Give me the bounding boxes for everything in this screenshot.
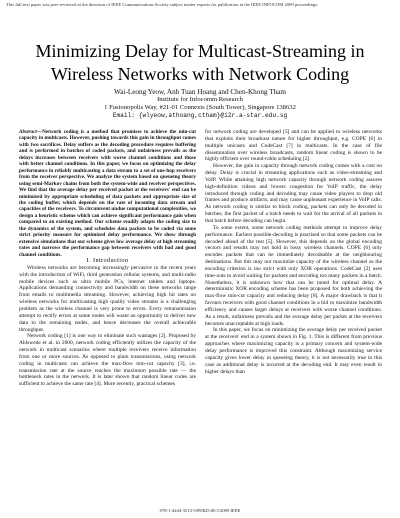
author-block	[20, 88, 380, 120]
section-heading-introduction: I. Introduction	[86, 257, 129, 265]
right-column	[205, 129, 382, 375]
author-email: Email: {wlyeow,athoang,ctham}@i2r.a-star.edu.sg	[112, 112, 288, 119]
copyright-footer: 978-1-4244-3513-5/09/$25.00 ©2009 IEEE	[159, 508, 241, 513]
peer-review-note: This full text paper was peer reviewed at the direction of IEEE Communications Society subject matter experts for publication in the IEEE INFOCOM 2009 proceedings.	[6, 2, 319, 7]
author-names: Wai-Leong Yeow, Anh Tuan Hoang and Chen-Khong Tham	[114, 88, 286, 96]
paper-title: Minimizing Delay for Multicast-Streaming in Wireless Networks with Network Coding	[35, 41, 365, 84]
author-address: 1 Fusionopolis Way, #21-01 Connexis (South Tower), Singapore 138632	[104, 104, 296, 111]
abstract-lead: Abstract	[19, 129, 37, 135]
right-paragraph-1: for network coding are developed [5] and can be applied to wireless networks that exploits their broadcast nature for higher throughput, e.g. COPE [6] in multiple unicasts and CodeCast [7] in multicasts. In the case of file dissemination over wireless broadcasts, random linear coding is shown to be highly efficient over round-robin scheduling [2].	[205, 129, 382, 163]
right-paragraph-4: In this paper, we focus on minimizing the average delay per received packet at the receivers' end in a system shown in Fig. 1. This is different from previous approaches where maximizing capacity is a primary concern and system-wide delay performance is improved this constraint. Although maximizing service capacity gives lower delay in queueing theory, it is not necessarily true in this case as additional delay is incurred at the decoding end. It may even result in higher delays than	[205, 327, 382, 375]
intro-paragraph-2: Network coding [1] is one way to eliminate such wastages [2]. Proposed by Ahlswede et al. in 2000, network coding efficiently utilizes the capacity of the network in multicast scenarios where multiple receivers receive information from one or more sources. As opposed to plain transmissions, using network coding in multicasts can achieve the max-flow min-cut capacity [3], i.e. transmission rate at the source reaches the maximum possible rate — the bottleneck rates in the network. It is later shown that random linear codes are sufficient to achieve the same rate [4]. More recently, practical schemes	[19, 333, 196, 388]
left-column	[19, 129, 196, 388]
right-paragraph-2: However, the gain in capacity through network coding comes with a cost on delay. Delay is crucial in streaming applications such as video-streaming and VoIP. While attaining high network capacity through network coding assures high-definition videos and lowers congestion for VoIP traffic, the delay introduced through coding and decoding may cause video players to drop old frames and produce artifacts, and may cause unpleasant experience in VoIP calls. As network coding is similar to block coding, packets can only be decoded in batches; the first packet of a batch needs to wait for the arrival of all packets in that batch before decoding can begin.	[205, 163, 382, 224]
intro-paragraph-1: Wireless networks are becoming increasingly pervasive in the recent years with the introduction of WiFi, third generation cellular systems, and multi-radio mobile devices such as ultra mobile PCs, internet tablets and laptops. Applications demanding connectivity and bandwidth on these networks range from emails to multimedia streaming. However, achieving high bit rates on wireless networks for multicasting high quality video streams is a challenging problem as the wireless channel is very prone to errors. Every retransmission attempt to rectify errors at some nodes will waste an opportunity to deliver new data to the remaining nodes, and hence decreases the overall achievable throughput.	[19, 264, 196, 333]
abstract	[19, 129, 196, 258]
right-paragraph-3: To some extent, some network coding methods attempt to improve delay performance. Earliest possible-decoding is practised so that some packets can be decoded ahead of the rest [5]. However, this depends on the global encoding vectors and results may not hold in lossy wireless channels. COPE [6] only encodes packets that can be immediately decodeable at the neighbouring destinations. But this may not maximize capacity of the wireless channel as the encoding criterion is too strict with only XOR operations. CodeCast [2] uses time-outs to avoid waiting for packets and encoding too many packets in a batch. Nonetheless, it is unknown how that can be tuned for optimal delay. A deterministic XOR encoding scheme has been proposed for both achieving the max-flow min-cut capacity and reducing delay [8]. A major drawback is that it favours receivers with good channel conditions in a bid to maximize bandwidth efficiency and causes larger delays at receivers with worse channel conditions. As a result, unfairness prevails and the average delay per packet at the receivers becomes unacceptable at high loads.	[205, 224, 382, 327]
abstract-text: —Network coding is a method that promises to achieve the min-cut capacity in multicasts. However, pushing towards this gain in throughput comes with two sacrifices. Delay suffers as the decoding procedure requires buffering and is performed in batches of coded packets, and unfairness prevails as the delays increases between receivers with worse channel conditions and those with better channel conditions. In this paper, we focus on optimizing the delay performance in reliably multicasting a data stream to a set of one-hop receivers from the receiver perspective. We analyze the system based on queueing theory using semi-Markov chains from both the system-wide and receiver perspectives. We find that the average delay per received packet at the receivers' end can be minimized by appropriate scheduling of data packets and appropriate size of the coding buffer, which depends on the rate of incoming data stream and capacities of the receivers. To circumvent undue computational complexities, we design a heuristic scheme which can achieve significant performance gain when compared to an existing method. Our scheme readily adapts the coding size to the dynamics of the system, and schedules data packets to be coded via some strict priority measure for optimized delay performance. We show through extensive simulations that our scheme gives low average delay at high streaming rates and narrows the performance gap between receivers with bad and good channel conditions.	[19, 129, 196, 258]
author-institute: Institute for Infocomm Research	[157, 96, 243, 103]
